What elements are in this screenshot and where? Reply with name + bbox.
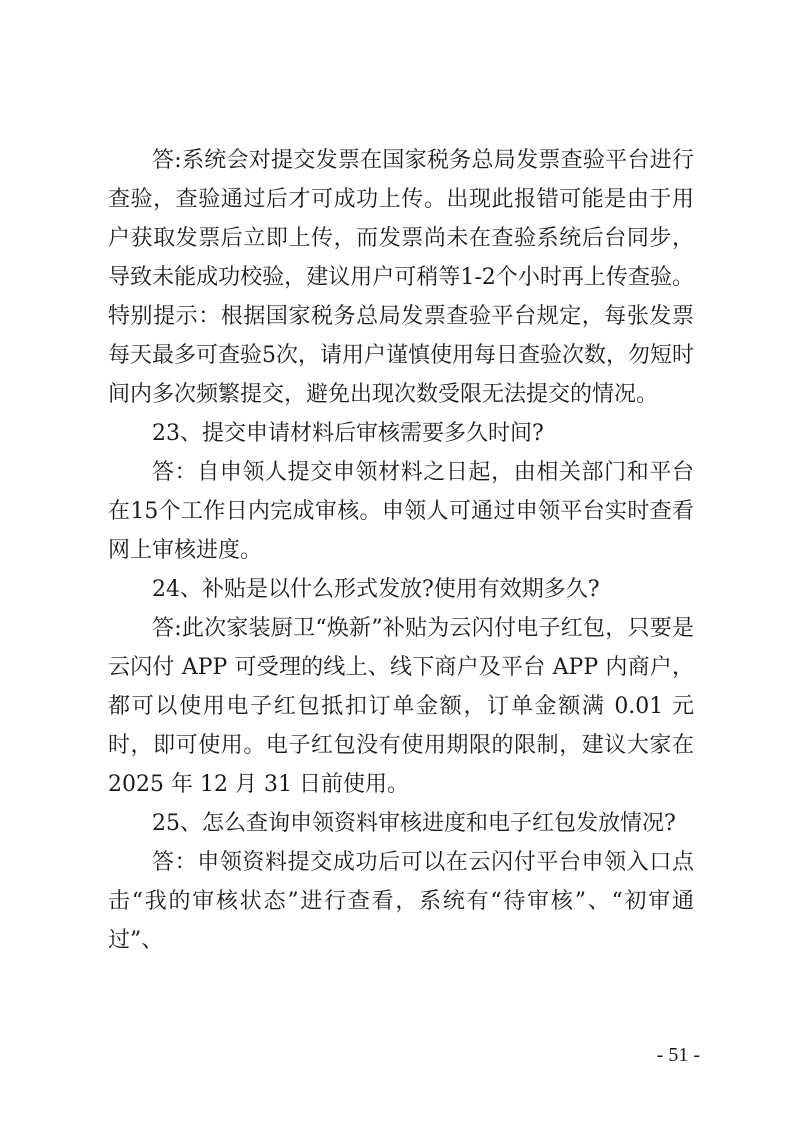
page-number: - 51 -: [656, 1044, 700, 1066]
question-heading: 23、提交申请材料后审核需要多久时间?: [152, 421, 544, 446]
answer-paragraph: 答：自申领人提交申领材料之日起，由相关部门和平台在15个工作日内完成审核。申领人可通过申领平台实时查看网上审核进度。: [108, 460, 694, 563]
question-heading: 24、补贴是以什么形式发放?使用有效期多久?: [152, 577, 600, 602]
question-heading: 25、怎么查询申领资料审核进度和电子红包发放情况?: [152, 811, 676, 836]
answer-paragraph: 答:系统会对提交发票在国家税务总局发票查验平台进行查验，查验通过后才可成功上传。出现此报错可能是由于用户获取发票后立即上传，而发票尚未在查验系统后台同步，导致未能成功校验，建议用户可稍等1-2个小时再上传查验。特别提示：根据国家税务总局发票查验平台规定，每张发票每天最多可查验5次，请用户谨慎使用每日查验次数，勿短时间内多次频繁提交，避免出现次数受限无法提交的情况。: [108, 148, 694, 407]
document-page: [108, 141, 694, 960]
answer-paragraph: 答：申领资料提交成功后可以在云闪付平台申领入口点击“我的审核状态”进行查看，系统有“待审核”、“初审通过”、: [108, 850, 694, 953]
answer-paragraph: 答:此次家装厨卫“焕新”补贴为云闪付电子红包，只要是云闪付 APP 可受理的线上、线下商户及平台 APP 内商户，都可以使用电子红包抵扣订单金额，订单金额满 0.01 元时，即可使用。电子红包没有使用期限的限制，建议大家在 2025 年 12 月 31 日前使用。: [108, 616, 694, 797]
